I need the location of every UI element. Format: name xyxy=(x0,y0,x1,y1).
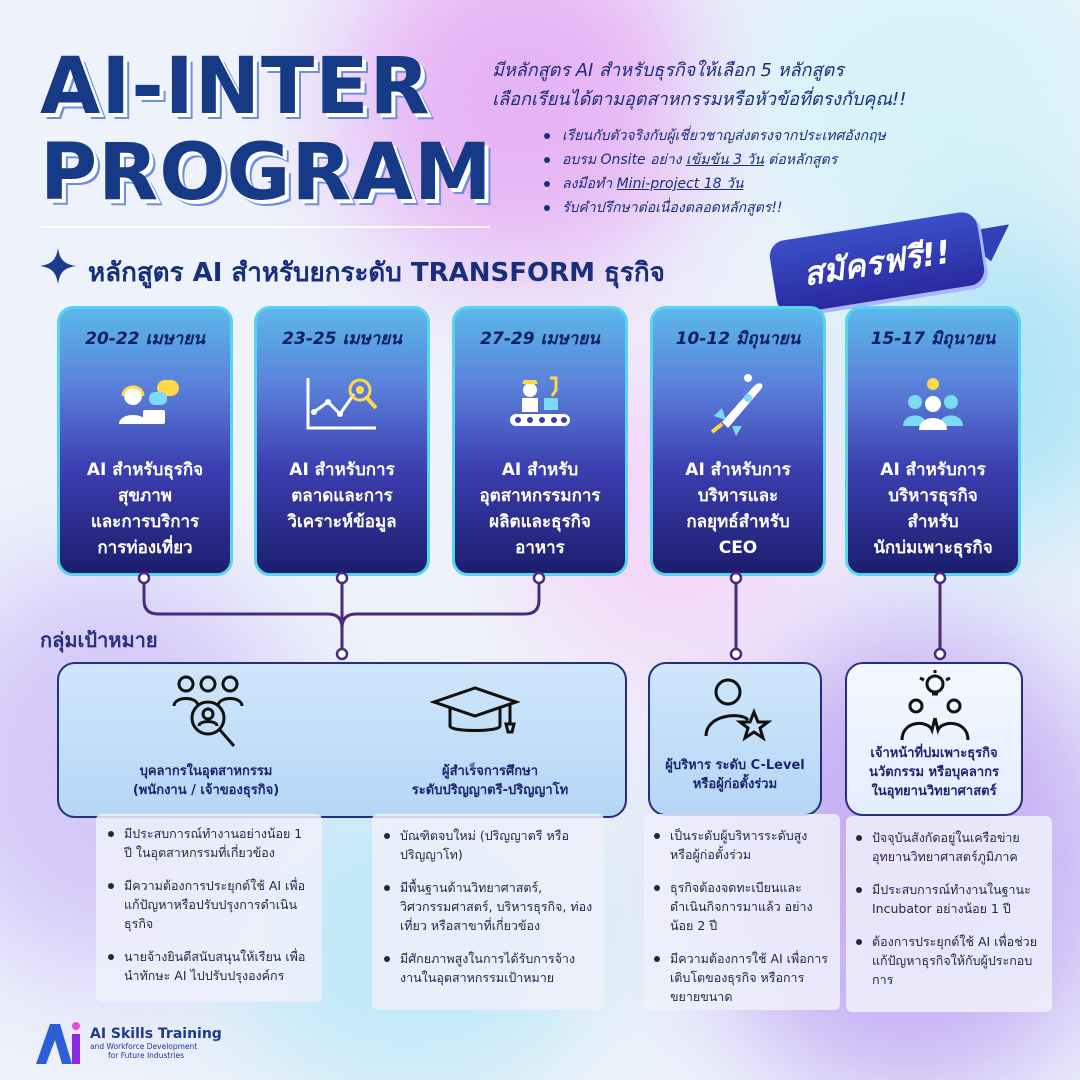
details-grad xyxy=(372,814,604,1010)
course-title-line: บริหารและ xyxy=(697,486,779,506)
intro-line-1: มีหลักสูตร AI สำหรับธุรกิจให้เลือก 5 หลักสูตร xyxy=(492,60,844,81)
course-title-line: อุตสาหกรรมการ xyxy=(479,486,601,506)
title-line-2: PROGRAM xyxy=(40,128,493,218)
course-title-line: การท่องเที่ยว xyxy=(97,538,193,558)
detail-item: มีศักยภาพสูงในการได้รับการจ้างงานในอุตสาหกรรมเป้าหมาย xyxy=(380,949,596,987)
target-label-line: หรือผู้ก่อตั้งร่วม xyxy=(692,777,778,792)
idea-collaboration-icon xyxy=(898,670,972,742)
logo-text xyxy=(90,1026,222,1060)
course-title-line: อาหาร xyxy=(515,538,565,558)
bullet-project-emph: Mini-project 18 วัน xyxy=(616,176,744,192)
detail-item: มีความต้องการประยุกต์ใช้ AI เพื่อแก้ปัญหาหรือปรับปรุงการดำเนินธุรกิจ xyxy=(104,876,314,933)
course-title-line: AI สำหรับการ xyxy=(289,460,395,480)
person-star-icon xyxy=(700,676,776,742)
logo-main: AI Skills Training xyxy=(90,1026,222,1042)
detail-item: ธุรกิจต้องจดทะเบียนและดำเนินกิจการมาแล้ว อย่างน้อย 2 ปี xyxy=(650,878,832,935)
target-group-label: กลุ่มเป้าหมาย xyxy=(40,628,158,652)
bullet-onsite-emph: เข้มข้น 3 วัน xyxy=(685,152,764,168)
target-label-line: (พนักงาน / เจ้าของธุรกิจ) xyxy=(132,783,280,798)
course-date: 20-22 เมษายน xyxy=(85,329,205,349)
bullet-consult: รับคำปรึกษาต่อเนื่องตลอดหลักสูตร!! xyxy=(542,196,1062,220)
bullet-onsite-pre: อบรม Onsite อย่าง xyxy=(562,152,686,168)
detail-item: ต้องการประยุกต์ใช้ AI เพื่อช่วยแก้ปัญหาธุรกิจให้กับผู้ประกอบการ xyxy=(852,932,1044,989)
logo-sub-1: and Workforce Development xyxy=(90,1042,198,1051)
target-industry-label xyxy=(86,762,326,800)
target-label-line: ผู้สำเร็จการศึกษา xyxy=(441,764,539,779)
course-title-line: บริหารธุรกิจ xyxy=(888,486,978,506)
section-title: หลักสูตร AI สำหรับยกระดับ TRANSFORM ธุรกิจ xyxy=(88,258,665,288)
bullet-onsite-post: ต่อหลักสูตร xyxy=(763,152,838,168)
people-search-icon xyxy=(168,672,248,756)
course-date: 10-12 มิถุนายน xyxy=(675,329,801,349)
course-title-line: AI สำหรับการ xyxy=(685,460,791,480)
course-date: 27-29 เมษายน xyxy=(480,329,600,349)
detail-item: เป็นระดับผู้บริหารระดับสูง หรือผู้ก่อตั้งร่วม xyxy=(650,826,832,864)
course-title-line: CEO xyxy=(718,538,758,558)
logo-sub-2: for Future Industries xyxy=(108,1051,184,1060)
target-label-line: บุคลากรในอุตสาหกรรม xyxy=(139,764,273,779)
bullet-project-pre: ลงมือทำ xyxy=(562,176,617,192)
target-label-line: นวัตกรรม หรือบุคลากร xyxy=(869,765,999,780)
course-title-line: AI สำหรับ xyxy=(501,460,579,480)
details-incubator xyxy=(846,816,1052,1012)
course-title-line: สำหรับ xyxy=(907,512,959,532)
course-date: 15-17 มิถุนายน xyxy=(870,329,996,349)
course-title-line: วิเคราะห์ข้อมูล xyxy=(287,512,397,532)
course-title-line: และการบริการ xyxy=(90,512,200,532)
target-label-line: ในอุทยานวิทยาศาสตร์ xyxy=(871,784,997,799)
target-grad-label xyxy=(370,762,610,800)
detail-item: นายจ้างยินดีสนับสนุนให้เรียน เพื่อนำทักษะ AI ไปปรับปรุงองค์กร xyxy=(104,947,314,985)
bullet-expert: เรียนกับตัวจริงกับผู้เชี่ยวชาญส่งตรงจากประเทศอังกฤษ xyxy=(542,124,1062,148)
course-date: 23-25 เมษายน xyxy=(282,329,402,349)
course-title-line: AI สำหรับการ xyxy=(880,460,986,480)
detail-item: บัณฑิตจบใหม่ (ปริญญาตรี หรือ ปริญญาโท) xyxy=(380,826,596,864)
course-title-line: AI สำหรับธุรกิจ xyxy=(86,460,204,480)
footer-logo xyxy=(34,1020,222,1066)
detail-item: มีพื้นฐานด้านวิทยาศาสตร์, วิศวกรรมศาสตร์, บริหารธุรกิจ, ท่องเที่ยว หรือสาขาที่เกี่ยวข้อง xyxy=(380,878,596,935)
detail-item: มีประสบการณ์ทำงานอย่างน้อย 1 ปี ในอุตสาหกรรมที่เกี่ยวข้อง xyxy=(104,824,314,862)
ai-logo-icon xyxy=(34,1020,84,1066)
detail-item: มีประสบการณ์ทำงานในฐานะ Incubator อย่างน้อย 1 ปี xyxy=(852,880,1044,918)
course-title-line: ตลาดและการ xyxy=(291,486,393,506)
detail-item: ปัจจุบันสังกัดอยู่ในเครือข่ายอุทยานวิทยาศาสตร์ภูมิภาค xyxy=(852,828,1044,866)
target-exec-label xyxy=(650,756,820,794)
course-title-line: ผลิตและธุรกิจ xyxy=(489,512,591,532)
course-title-line: นักบ่มเพาะธุรกิจ xyxy=(873,538,993,558)
detail-item: มีความต้องการใช้ AI เพื่อการเติบโตของธุรกิจ หรือการขยายขนาด xyxy=(650,949,832,1006)
title-line-1: AI-INTER xyxy=(40,42,431,132)
target-label-line: ระดับปริญญาตรี-ปริญญาโท xyxy=(411,783,569,798)
details-exec xyxy=(644,814,840,1010)
course-title-line: กลยุทธ์สำหรับ xyxy=(686,512,790,532)
intro-line-2: เลือกเรียนได้ตามอุตสาหกรรมหรือหัวข้อที่ตรงกับคุณ!! xyxy=(492,89,907,110)
target-incubator-label xyxy=(847,744,1021,801)
graduation-cap-icon xyxy=(430,682,520,742)
target-label-line: เจ้าหน้าที่บ่มเพาะธุรกิจ xyxy=(870,746,998,761)
free-signup-label: สมัครฟรี!! xyxy=(800,232,954,293)
details-industry xyxy=(96,814,322,1002)
target-label-line: ผู้บริหาร ระดับ C-Level xyxy=(665,758,805,773)
course-title-line: สุขภาพ xyxy=(118,486,172,506)
